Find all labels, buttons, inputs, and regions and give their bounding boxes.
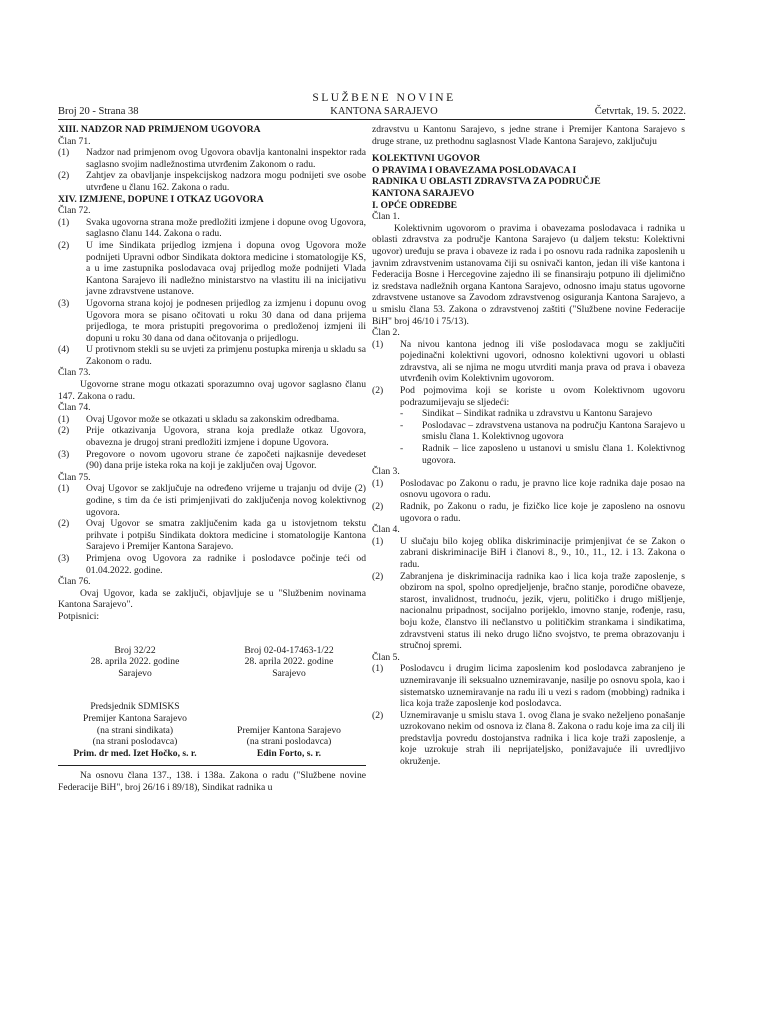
article-title: Član 1.: [372, 211, 400, 223]
separator-rule: [58, 765, 366, 766]
paragraph-item: (3) Pregovore o novom ugovoru strane će započeti najkasnije devedeset (90) dana prije isteka roka na koji je zaključen ovaj Ugovor.: [58, 448, 366, 472]
left-column: [58, 124, 366, 793]
paragraph-item: (1) Na nivou kantona jednog ili više poslodavaca mogu se zaključiti pojedinačni kolektivni ugovori, odnosno kolektivni ugovori u oblasti zdravstva, ali se njima ne mogu utvrditi manja prava od prava i obaveza utvrđenih ovim Kolektivnim ugovorom.: [372, 338, 685, 385]
right-column: [372, 124, 685, 768]
paragraph-item: (3) Primjena ovog Ugovora za radnike i poslodavce počinje teći od 01.04.2022. godine.: [58, 552, 366, 576]
paragraph-item: (2) U ime Sindikata prijedlog izmjena i dopuna ovog Ugovora može podnijeti Upravni odbor Sindikata doktora medicine i stomatologije KS, a u ime zastupnika poslodavaca ovaj prijedlog može podnijeti Vlada Kantona Sarajevo ili nadležno ministarstvo na vlastitu ili na inicijativu javne zdravstvene ustanove.: [58, 239, 366, 298]
paragraph-item: (1) Ovaj Ugovor može se otkazati u skladu sa zakonskim odredbama.: [58, 413, 340, 425]
article-text: Ugovorne strane mogu otkazati sporazumno ovaj ugovor saglasno članu 147. Zakona o radu.: [58, 379, 366, 402]
article-text: Kolektivnim ugovorom o pravima i obavezama poslodavaca i radnika u oblasti zdravstva za područje Kantona Sarajevo (u daljem tekstu: Kolektivni ugovor) uređuju se prava i obaveze iz rada i po osnovu rada radnika zaposlenih u javnim zdravstvenim ustanovama čiji su osnivači kanton, jedan ili više kantona i Federacija Bosne i Hercegovine zajedno ili se finansiraju potpuno ili djelimično iz sredstava nadležnih organa Kantona Sarajevo, odnosno imaju status ugovorne zdravstvene ustanove sa Zavodom zdravstvenog osiguranja Kantona Sarajevo, a u smislu člana 53. Zakona o zdravstvenoj zaštiti ("Službene novine Federacije BiH" broj 46/10 i 75/13).: [372, 222, 685, 327]
sig-b-number: Broj 02-04-17463-1/22: [244, 644, 334, 656]
paragraph-item: (2) Pod pojmovima koji se koriste u ovom Kolektivnom ugovoru podrazumijevaju se sljedeći:: [372, 385, 685, 408]
paragraph-item: (1) Nadzor nad primjenom ovog Ugovora obavlja kantonalni inspektor rada saglasno svojim nadležnostima utvrđenim Zakonom o radu.: [58, 147, 366, 170]
paragraph-item: (2) Ovaj Ugovor se smatra zaključenim kada ga u istovjetnom tekstu prihvate i potpišu Sindikata doktora medicine i stomatologije Kantona Sarajevo i Premijer Kantona Sarajevo.: [58, 518, 366, 553]
sig-b-role: (na strani poslodavca): [246, 736, 332, 748]
sig-a-role: (na strani poslodavca): [92, 736, 178, 748]
paragraph-item: (2) Radnik, po Zakonu o radu, je fizičko lice koje je zaposleno na osnovu ugovora o radu.: [372, 501, 685, 524]
definition-item: - Sindikat – Sindikat radnika u zdravstvu u Kantonu Sarajevo: [400, 408, 653, 420]
issue-number: Broj 20 - Strana 38: [58, 106, 139, 117]
document-title: O PRAVIMA I OBAVEZAMA POSLODAVACA I: [372, 164, 577, 176]
sig-a-place: Sarajevo: [118, 667, 152, 679]
article-title: Član 71.: [58, 135, 91, 147]
article-title: Član 3.: [372, 466, 400, 478]
sig-b-date: 28. aprila 2022. godine: [244, 656, 334, 668]
signature-block: [58, 701, 366, 759]
header-rule: [58, 119, 685, 120]
paragraph-item: (2) Prije otkazivanja Ugovora, strana koja predlaže otkaz Ugovora, obavezna je drugoj strani predložiti izmjene i dopune Ugovora.: [58, 425, 366, 449]
paragraph-item: (2) Zahtjev za obavljanje inspekcijskog nadzora mogu podnijeti sve osobe utvrđene u članu 162. Zakona o radu.: [58, 170, 366, 193]
sig-b-name: Edin Forto, s. r.: [256, 747, 322, 759]
article-text: Ovaj Ugovor, kada se zaključi, objavljuje se u "Službenim novinama Kantona Sarajevo".: [58, 587, 366, 611]
section-heading: I. OPĆE ODREDBE: [372, 199, 458, 211]
sig-a-name: Prim. dr med. Izet Hočko, s. r.: [73, 747, 197, 759]
definition-item: - Poslodavac – zdravstvena ustanova na području Kantona Sarajevo u smislu člana 1. Kolektivnog ugovora: [400, 419, 685, 443]
article-title: Član 74.: [58, 402, 91, 414]
paragraph-item: (1) Poslodavac po Zakonu o radu, je pravno lice koje radnika daje posao na osnovu ugovora o radu.: [372, 477, 685, 501]
article-title: Član 76.: [58, 576, 91, 588]
sig-a-role: Premijer Kantona Sarajevo: [83, 712, 187, 724]
signatories-label: Potpisnici:: [58, 610, 100, 622]
article-title: Član 73.: [58, 367, 91, 379]
gazette-title: SLUŽBENE NOVINE: [312, 92, 456, 104]
sig-a-role: (na strani sindikata): [96, 724, 174, 736]
article-title: Član 4.: [372, 524, 400, 536]
paragraph-item: (4) U protivnom stekli su se uvjeti za primjenu postupka mirenja u skladu sa Zakonom o radu.: [58, 344, 366, 367]
document-title: KANTONA SARAJEVO: [372, 187, 475, 199]
document-title: KOLEKTIVNI UGOVOR: [372, 153, 481, 165]
gazette-canton: KANTONA SARAJEVO: [330, 106, 438, 117]
section-heading: XIV. IZMJENE, DOPUNE I OTKAZ UGOVORA: [58, 193, 264, 205]
sig-a-role: Predsjednik SDMISKS: [90, 701, 180, 713]
paragraph-item: (1) Ovaj Ugovor se zaključuje na određeno vrijeme u trajanju od dvije (2) godine, s tim da će isti primjenjivati do zaključenja novog kolektivnog ugovora.: [58, 483, 366, 518]
paragraph-item: (1) U slučaju bilo kojeg oblika diskriminacije primjenjivat će se Zakon o zabrani diskriminacije BiH i članovi 8., 9., 10., 11., 12. i 13. Zakona o radu.: [372, 535, 685, 570]
sig-b-role: Premijer Kantona Sarajevo: [237, 724, 341, 736]
article-title: Član 75.: [58, 471, 91, 483]
preamble-continued: zdravstvu u Kantonu Sarajevo, s jedne strane i Premijer Kantona Sarajevo s druge strane, uz prethodnu saglasnost Vlade Kantona Sarajevo, zaključuju: [372, 124, 685, 147]
article-title: Član 2.: [372, 327, 400, 339]
sig-a-number: Broj 32/22: [114, 644, 156, 656]
paragraph-item: (1) Svaka ugovorna strana može predložiti izmjene i dopune ovog Ugovora, saglasno članu 144. Zakona o radu.: [58, 216, 366, 240]
article-title: Član 5.: [372, 651, 400, 663]
paragraph-item: (3) Ugovorna strana kojoj je podnesen prijedlog za izmjenu i dopunu ovog Ugovora mora se pisano očitovati u roku 30 dana od dana prijema prijedloga, te mora pristupiti pregovorima o predloženoj izmjeni ili dopuni u roku 30 dana od dana očitovanja o prijedlogu.: [58, 297, 366, 344]
sig-b-place: Sarajevo: [272, 667, 306, 679]
issue-date: Četvrtak, 19. 5. 2022.: [594, 106, 686, 117]
paragraph-item: (2) Zabranjena je diskriminacija radnika kao i lica koja traže zaposlenje, s obzirom na spol, spolno opredjeljenje, bračno stanje, porodične obaveze, starost, invalidnost, trudnoću, jezik, vjeru, političko i drugo mišljenje, nacionalnu pripadnost, socijalno porijeklo, imovno stanje, rođenje, rasu, boju kože, članstvo ili nečlanstvo u političkim strankama i sindikatima, zdravstveni status ili neko drugo lično svojstvo, te prema obrazovanju i stručnoj spremi.: [372, 570, 685, 652]
section-heading: XIII. NADZOR NAD PRIMJENOM UGOVORA: [58, 124, 261, 135]
article-title: Član 72.: [58, 205, 91, 217]
definition-item: - Radnik – lice zaposleno u ustanovi u smislu člana 1. Kolektivnog ugovora.: [400, 443, 685, 466]
paragraph-item: (1) Poslodavcu i drugim licima zaposlenim kod poslodavca zabranjeno je uznemiravanje ili seksualno uznemiravanje, nasilje po osnovu spola, kao i sistematsko uznemiravanje na radu ili u vezi s radom (mobbing) radnika i lica koja traže zaposlenje kod poslodavca.: [372, 663, 685, 710]
paragraph-item: (2) Uznemiravanje u smislu stava 1. ovog člana je svako neželjeno ponašanje uzrokovano nekim od osnova iz člana 8. Zakona o radu koje ima za cilj ili predstavlja povredu dostojanstva radnika i lica koje traži zaposlenje, a koje uzrokuje strah ili neprijateljsko, ponižavajuće ili uvredljivo okruženje.: [372, 709, 685, 768]
signature-dates: [58, 645, 366, 680]
document-title: RADNIKA U OBLASTI ZDRAVSTVA ZA PODRUČJE: [372, 176, 601, 188]
next-act-preamble: Na osnovu člana 137., 138. i 138a. Zakona o radu ("Službene novine Federacije BiH", broj 26/16 i 89/18), Sindikat radnika u: [58, 770, 366, 793]
sig-a-date: 28. aprila 2022. godine: [90, 656, 180, 668]
